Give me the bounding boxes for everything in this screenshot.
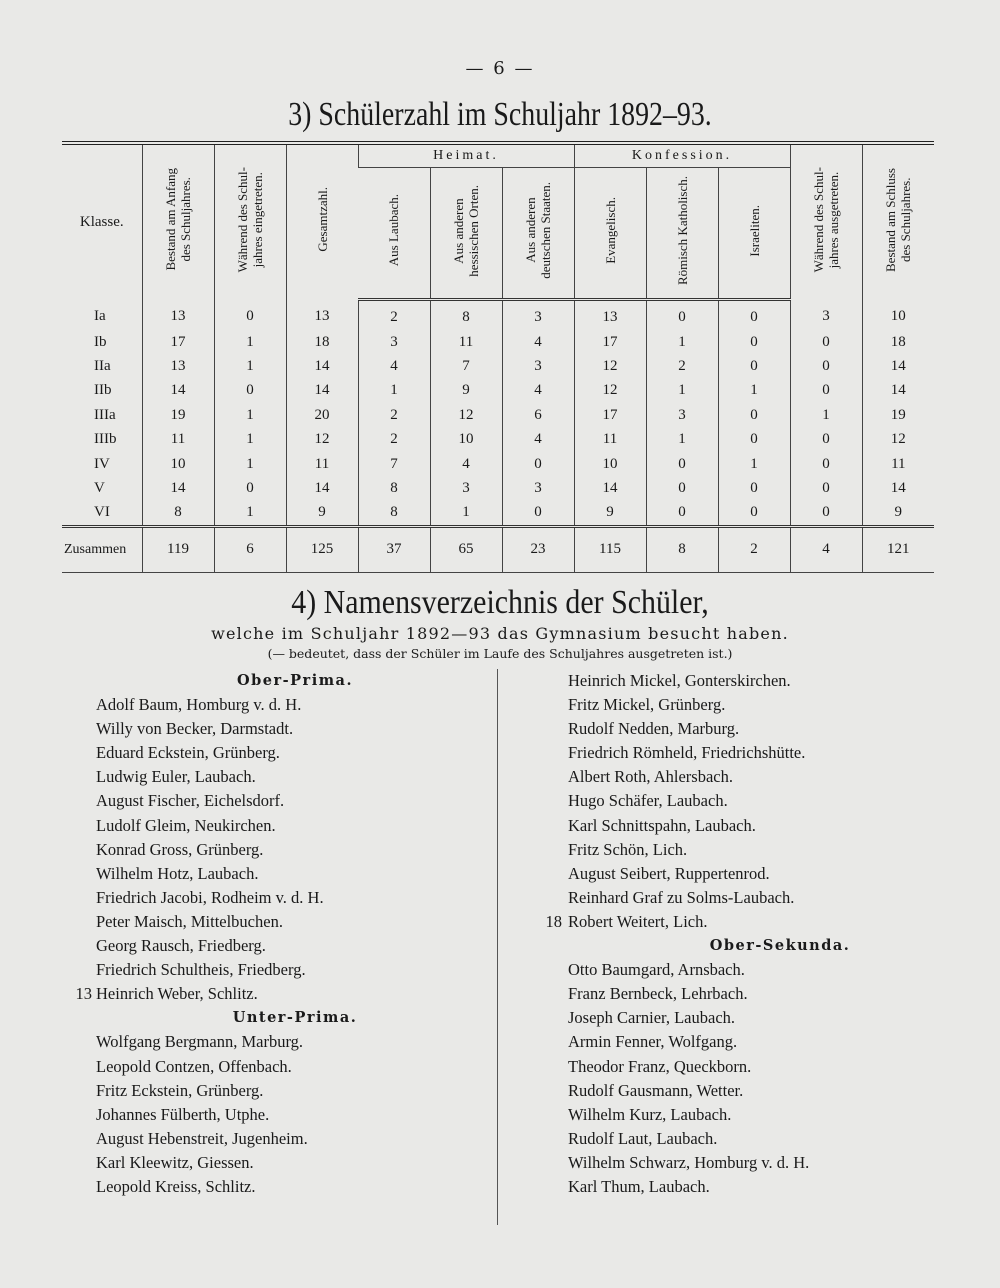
student-name: Friedrich Römheld, Friedrichshütte.	[568, 743, 806, 763]
table-cell: 0	[502, 451, 574, 475]
table-cell: 13	[142, 300, 214, 330]
table-row	[62, 329, 934, 353]
row-class-label: IIIa	[94, 406, 116, 423]
table-cell: 0	[502, 500, 574, 526]
table-cell: 3	[502, 476, 574, 500]
table-cell: 3	[502, 354, 574, 378]
table-cell: 11	[862, 451, 934, 475]
table-cell: 14	[142, 378, 214, 402]
table-cell: 0	[790, 329, 862, 353]
list-item	[60, 1127, 490, 1151]
list-item	[60, 934, 490, 958]
header-israeliten: Israeliten.	[718, 168, 790, 300]
list-item	[60, 886, 490, 910]
table-cell: 9	[430, 378, 502, 402]
table-cell: 13	[286, 300, 358, 330]
list-item	[60, 765, 490, 789]
table-cell: 13	[574, 300, 646, 330]
table-cell: 0	[646, 451, 718, 475]
table-cell: 0	[718, 476, 790, 500]
row-class-label: Ia	[94, 308, 106, 325]
table-cell: 12	[574, 378, 646, 402]
student-name: Leopold Contzen, Offenbach.	[96, 1056, 292, 1076]
table-row	[62, 500, 934, 526]
table-cell: 0	[718, 329, 790, 353]
table-cell: 9	[862, 500, 934, 526]
student-count-table	[62, 141, 934, 573]
table-cell: 4	[430, 451, 502, 475]
table-cell: 11	[286, 451, 358, 475]
list-item	[530, 693, 970, 717]
table-cell: 0	[718, 500, 790, 526]
total-cell: 8	[646, 526, 718, 572]
table-cell: 14	[862, 354, 934, 378]
table-cell: 9	[574, 500, 646, 526]
header-group-heimat: Heimat.	[358, 143, 574, 168]
table-cell: 18	[286, 329, 358, 353]
student-name: Fritz Eckstein, Grünberg.	[96, 1080, 264, 1100]
header-laubach: Aus Laubach.	[358, 168, 430, 300]
table-cell: 0	[718, 403, 790, 427]
student-name: Theodor Franz, Queckborn.	[568, 1056, 752, 1076]
list-item	[60, 693, 490, 717]
table-cell: 10	[574, 451, 646, 475]
student-name: Robert Weitert, Lich.	[568, 911, 708, 931]
list-item	[60, 1175, 490, 1199]
count-number: 18	[545, 911, 562, 931]
table-cell: 11	[142, 427, 214, 451]
list-item	[530, 958, 970, 982]
list-item	[530, 1127, 970, 1151]
list-item	[60, 982, 490, 1006]
list-item	[530, 814, 970, 838]
table-cell: 9	[286, 500, 358, 526]
total-cell: 23	[502, 526, 574, 572]
total-cell: 2	[718, 526, 790, 572]
count-number: 13	[75, 984, 92, 1004]
table-cell: 4	[502, 427, 574, 451]
student-name: Karl Thum, Laubach.	[568, 1176, 710, 1196]
table-cell: 13	[142, 354, 214, 378]
table-cell: 10	[430, 427, 502, 451]
student-name: August Seibert, Ruppertenrod.	[568, 863, 770, 883]
table-cell: 1	[214, 500, 286, 526]
row-class-label: IIb	[94, 382, 112, 399]
total-row	[62, 526, 934, 572]
table-cell: 12	[430, 403, 502, 427]
table-cell: 8	[358, 500, 430, 526]
table-cell: 18	[862, 329, 934, 353]
list-item	[530, 1030, 970, 1054]
student-name: Ludolf Gleim, Neukirchen.	[96, 815, 276, 835]
table-cell: 4	[358, 354, 430, 378]
header-schluss: Bestand am Schluss des Schuljahres.	[862, 143, 934, 300]
table-cell: 10	[142, 451, 214, 475]
table-cell: 0	[718, 300, 790, 330]
list-item	[530, 1055, 970, 1079]
student-name: August Hebenstreit, Jugenheim.	[96, 1128, 308, 1148]
list-item	[530, 838, 970, 862]
total-cell: 125	[286, 526, 358, 572]
header-evangelisch: Evangelisch.	[574, 168, 646, 300]
table-cell: 12	[286, 427, 358, 451]
student-name: Adolf Baum, Homburg v. d. H.	[96, 695, 302, 715]
table-cell: 1	[214, 427, 286, 451]
table-cell: 1	[358, 378, 430, 402]
header-gesamt: Gesamtzahl.	[286, 143, 358, 300]
table-cell: 1	[214, 403, 286, 427]
table-cell: 1	[718, 378, 790, 402]
header-anfang: Bestand am Anfang des Schuljahres.	[142, 143, 214, 300]
student-name: Peter Maisch, Mittelbuchen.	[96, 911, 283, 931]
list-item	[60, 1079, 490, 1103]
student-name: Wilhelm Kurz, Laubach.	[568, 1104, 732, 1124]
table-cell: 2	[646, 354, 718, 378]
header-group-konfession: Konfession.	[574, 143, 790, 168]
table-cell: 0	[646, 500, 718, 526]
name-list-right	[530, 669, 970, 1199]
table-row	[62, 427, 934, 451]
table-cell: 19	[862, 403, 934, 427]
total-cell: 37	[358, 526, 430, 572]
list-item	[530, 669, 970, 693]
header-deutsch: Aus anderen deutschen Staaten.	[502, 168, 574, 300]
student-name: Wilhelm Hotz, Laubach.	[96, 863, 259, 883]
table-cell: 0	[790, 354, 862, 378]
list-item	[530, 741, 970, 765]
table-cell: 14	[574, 476, 646, 500]
table-cell: 0	[790, 451, 862, 475]
list-item	[530, 886, 970, 910]
student-name: Konrad Gross, Grünberg.	[96, 839, 264, 859]
table-row	[62, 403, 934, 427]
row-class-label: IIa	[94, 357, 111, 374]
section-4-note: (— bedeutet, dass der Schüler im Laufe des Schuljahres ausgetreten ist.)	[267, 646, 733, 661]
total-cell: 119	[142, 526, 214, 572]
table-cell: 17	[142, 329, 214, 353]
table-cell: 0	[790, 378, 862, 402]
header-hessisch: Aus anderen hessischen Orten.	[430, 168, 502, 300]
list-item	[60, 1030, 490, 1054]
table-cell: 1	[790, 403, 862, 427]
table-row	[62, 476, 934, 500]
table-cell: 14	[286, 354, 358, 378]
table-cell: 17	[574, 329, 646, 353]
list-item	[60, 1151, 490, 1175]
page-number: — 6 —	[465, 58, 535, 79]
student-name: Rudolf Nedden, Marburg.	[568, 719, 740, 739]
list-item	[60, 1055, 490, 1079]
table-cell: 4	[502, 378, 574, 402]
table-row	[62, 378, 934, 402]
table-cell: 1	[718, 451, 790, 475]
table-cell: 0	[646, 300, 718, 330]
student-name: Joseph Carnier, Laubach.	[568, 1008, 736, 1028]
total-cell: 121	[862, 526, 934, 572]
list-item	[530, 862, 970, 886]
student-name: Willy von Becker, Darmstadt.	[96, 719, 294, 739]
table-cell: 14	[286, 378, 358, 402]
total-cell: 115	[574, 526, 646, 572]
table-cell: 4	[502, 329, 574, 353]
table-cell: 3	[430, 476, 502, 500]
table-cell: 3	[358, 329, 430, 353]
student-name: Armin Fenner, Wolfgang.	[568, 1032, 738, 1052]
student-name: Friedrich Jacobi, Rodheim v. d. H.	[96, 887, 324, 907]
table-cell: 2	[358, 427, 430, 451]
table-cell: 0	[790, 427, 862, 451]
column-divider	[497, 669, 498, 1225]
student-name: Heinrich Mickel, Gonterskirchen.	[568, 671, 791, 690]
table-cell: 11	[574, 427, 646, 451]
list-item	[530, 1103, 970, 1127]
class-heading: Ober-Prima.	[237, 672, 353, 689]
table-cell: 0	[718, 354, 790, 378]
row-class-label: IV	[94, 455, 110, 472]
list-item	[60, 862, 490, 886]
student-name: Reinhard Graf zu Solms-Laubach.	[568, 887, 795, 907]
row-class-label: VI	[94, 504, 110, 521]
list-item	[530, 982, 970, 1006]
list-item	[60, 814, 490, 838]
total-cell: 4	[790, 526, 862, 572]
list-item	[530, 717, 970, 741]
student-name: Hugo Schäfer, Laubach.	[568, 791, 728, 811]
list-item	[530, 765, 970, 789]
table-cell: 0	[214, 476, 286, 500]
student-name: Wilhelm Schwarz, Homburg v. d. H.	[568, 1152, 810, 1172]
student-name: Fritz Mickel, Grünberg.	[568, 695, 726, 715]
table-cell: 0	[790, 476, 862, 500]
table-row	[62, 300, 934, 330]
class-heading: Ober-Sekunda.	[709, 937, 851, 955]
list-item	[530, 1151, 970, 1175]
list-item	[530, 789, 970, 813]
list-item	[530, 1175, 970, 1199]
student-name: Leopold Kreiss, Schlitz.	[96, 1176, 256, 1196]
table-cell: 3	[502, 300, 574, 330]
row-class-label: Ib	[94, 333, 107, 350]
table-cell: 0	[790, 500, 862, 526]
table-cell: 8	[358, 476, 430, 500]
header-katholisch: Römisch Katholisch.	[646, 168, 718, 300]
table-cell: 7	[358, 451, 430, 475]
table-cell: 3	[646, 403, 718, 427]
table-cell: 11	[430, 329, 502, 353]
total-cell: 6	[214, 526, 286, 572]
header-klasse: Klasse.	[62, 143, 142, 300]
student-name: Johannes Fülberth, Utphe.	[96, 1104, 270, 1124]
table-cell: 1	[646, 329, 718, 353]
row-class-label: V	[94, 479, 105, 496]
list-item	[60, 1103, 490, 1127]
total-cell: 65	[430, 526, 502, 572]
list-item	[60, 910, 490, 934]
table-row	[62, 354, 934, 378]
list-item	[530, 1079, 970, 1103]
table-cell: 3	[790, 300, 862, 330]
table-cell: 8	[142, 500, 214, 526]
table-cell: 1	[430, 500, 502, 526]
student-name: Rudolf Laut, Laubach.	[568, 1128, 718, 1148]
table-cell: 1	[214, 329, 286, 353]
table-cell: 19	[142, 403, 214, 427]
list-item	[530, 910, 970, 934]
table-cell: 10	[862, 300, 934, 330]
student-name: Karl Schnittspahn, Laubach.	[568, 815, 756, 835]
table-cell: 2	[358, 403, 430, 427]
table-cell: 20	[286, 403, 358, 427]
table-cell: 1	[214, 354, 286, 378]
total-label: Zusammen	[62, 526, 142, 572]
table-cell: 2	[358, 300, 430, 330]
list-item	[60, 958, 490, 982]
header-ausgetreten: Während des Schul- jahres ausgetreten.	[790, 143, 862, 300]
table-cell: 6	[502, 403, 574, 427]
name-list-left	[60, 669, 490, 1199]
student-name: Fritz Schön, Lich.	[568, 839, 688, 859]
table-cell: 0	[214, 378, 286, 402]
table-cell: 1	[214, 451, 286, 475]
table-row	[62, 451, 934, 475]
list-item	[60, 789, 490, 813]
student-name: August Fischer, Eichelsdorf.	[96, 791, 285, 811]
table-cell: 8	[430, 300, 502, 330]
student-name: Friedrich Schultheis, Friedberg.	[96, 960, 306, 980]
list-item	[60, 838, 490, 862]
table-cell: 14	[862, 378, 934, 402]
section-4-subtitle: welche im Schuljahr 1892—93 das Gymnasium besucht haben.	[211, 624, 789, 643]
header-eingetreten: Während des Schul- jahres eingetreten.	[214, 143, 286, 300]
table-cell: 7	[430, 354, 502, 378]
student-name: Karl Kleewitz, Giessen.	[96, 1152, 254, 1172]
table-cell: 17	[574, 403, 646, 427]
student-name: Ludwig Euler, Laubach.	[96, 767, 256, 787]
table-cell: 1	[646, 378, 718, 402]
student-name: Eduard Eckstein, Grünberg.	[96, 743, 280, 763]
class-heading: Unter-Prima.	[232, 1009, 358, 1027]
row-class-label: IIIb	[94, 431, 117, 448]
table-cell: 0	[214, 300, 286, 330]
student-name: Franz Bernbeck, Lehrbach.	[568, 984, 748, 1004]
table-cell: 1	[646, 427, 718, 451]
table-cell: 14	[286, 476, 358, 500]
table-cell: 12	[862, 427, 934, 451]
table-cell: 14	[862, 476, 934, 500]
table-cell: 0	[718, 427, 790, 451]
list-item	[60, 741, 490, 765]
student-name: Otto Baumgard, Arnsbach.	[568, 960, 745, 980]
table-cell: 0	[646, 476, 718, 500]
list-item	[60, 717, 490, 741]
section-4-title: 4) Namensverzeichnis der Schüler,	[291, 584, 709, 621]
student-name: Heinrich Weber, Schlitz.	[96, 984, 258, 1004]
section-3-title: 3) Schülerzahl im Schuljahr 1892–93.	[288, 96, 712, 133]
table-cell: 12	[574, 354, 646, 378]
list-item	[530, 1006, 970, 1030]
table-cell: 14	[142, 476, 214, 500]
student-name: Wolfgang Bergmann, Marburg.	[96, 1032, 304, 1052]
student-name: Albert Roth, Ahlersbach.	[568, 767, 733, 787]
student-name: Georg Rausch, Friedberg.	[96, 936, 266, 956]
student-name: Rudolf Gausmann, Wetter.	[568, 1080, 744, 1100]
